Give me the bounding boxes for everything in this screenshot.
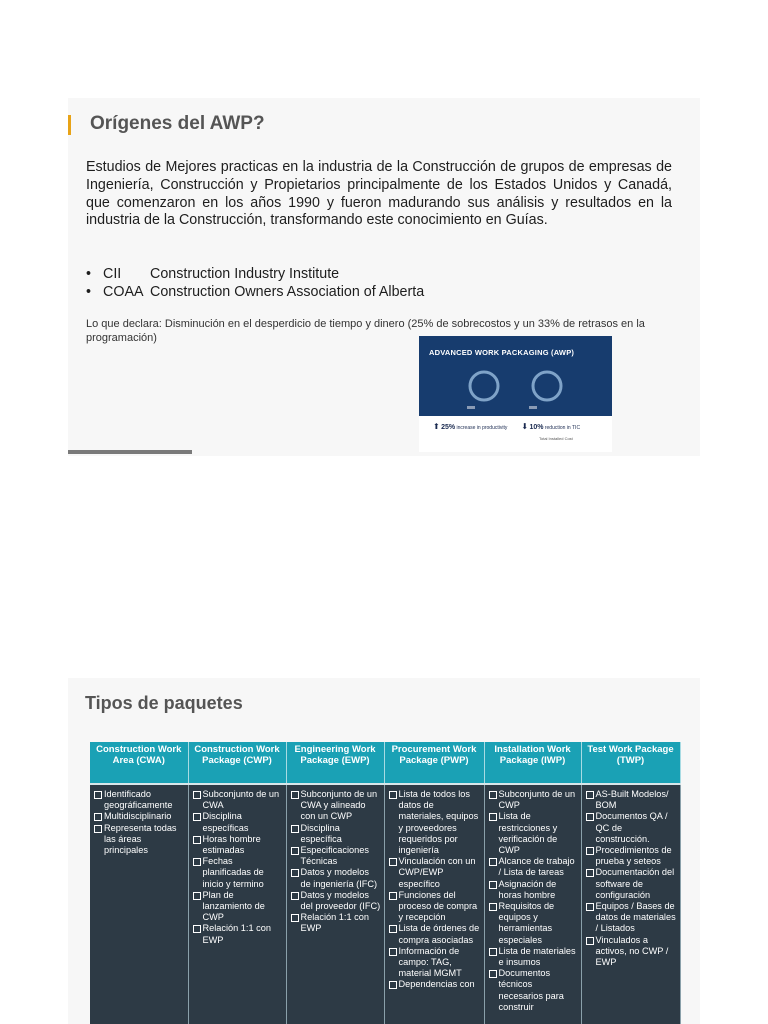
arrow-up-icon: ⬆ [433, 422, 440, 431]
checklist-item: AS-Built Modelos/ BOM [585, 789, 677, 811]
slide-title: Tipos de paquetes [85, 693, 243, 713]
column-header: Procurement Work Package (PWP) [384, 742, 484, 784]
checklist-item: Multidisciplinario [93, 811, 185, 822]
checklist-item: Horas hombre estimadas [192, 834, 283, 856]
awp-donut-graphics [419, 336, 612, 416]
checklist-item: Alcance de trabajo / Lista de tareas [488, 856, 578, 878]
checklist-item: Datos y modelos del proveedor (IFC) [290, 890, 381, 912]
checklist-item: Procedimientos de prueba y seteos [585, 845, 677, 867]
checklist-item: Documentación del software de configuración [585, 867, 677, 901]
checklist-item: Relación 1:1 con EWP [192, 923, 283, 945]
checklist-item: Documentos técnicos necesarios para construir [488, 968, 578, 1013]
organizations-list [86, 265, 424, 301]
checklist-item: Especificaciones Técnicas [290, 845, 381, 867]
checklist-item: Requisitos de equipos y herramientas especiales [488, 901, 578, 946]
item-list [93, 789, 185, 856]
checklist-item: Relación 1:1 con EWP [290, 912, 381, 934]
item-list [388, 789, 481, 991]
list-item: • COAA Construction Owners Association of Alberta [86, 284, 425, 300]
stat-productivity: ⬆ 25% increase in productivity [433, 422, 508, 431]
org-abbreviation: COAA [103, 284, 144, 300]
declaration-note: Lo que declara: Disminución en el desperdicio de tiempo y dinero (25% de sobrecostos y un 33% de retrasos en la programación) [86, 318, 645, 344]
checklist-item: Datos y modelos de ingeniería (IFC) [290, 867, 381, 889]
checklist-item: Dependencias con [388, 979, 481, 990]
arrow-down-icon: ⬇ [521, 422, 529, 431]
awp-infographic-banner [419, 336, 612, 416]
column-header: Construction Work Area (CWA) [90, 742, 188, 784]
title-accent-bar [68, 115, 71, 135]
checklist-item: Identificado geográficamente [93, 789, 185, 811]
org-name: Construction Owners Association of Alberta [150, 284, 425, 300]
legend-swatch [529, 406, 537, 409]
item-list [192, 789, 283, 946]
checklist-item: Vinculados a activos, no CWP / EWP [585, 935, 677, 969]
stat-tic: ⬇ 10% reduction in TIC [521, 422, 581, 431]
checklist-item: Lista de todos los datos de materiales, equipos y proveedores requeridos por ingeniería [388, 789, 481, 856]
item-list [290, 789, 381, 935]
legend-swatch [467, 406, 475, 409]
item-list [488, 789, 578, 1013]
column-header: Construction Work Package (CWP) [188, 742, 286, 784]
checklist-item: Información de campo: TAG, material MGMT [388, 946, 481, 980]
package-types-table [90, 742, 681, 1024]
awp-footnote: Total Installed Cost [539, 436, 573, 441]
footer-strip [68, 450, 192, 454]
checklist-item: Lista de restricciones y verificación de CWP [488, 811, 578, 856]
checklist-item: Fechas planificadas de inicio y termino [192, 856, 283, 890]
awp-heading: ADVANCED WORK PACKAGING (AWP) [429, 348, 575, 357]
checklist-item: Plan de lanzamiento de CWP [192, 890, 283, 924]
table-cell [581, 784, 680, 1024]
checklist-item: Lista de órdenes de compra asociadas [388, 923, 481, 945]
awp-infographic [419, 336, 612, 452]
checklist-item: Subconjunto de un CWA y alineado con un CWP [290, 789, 381, 823]
checklist-item: Disciplina específicas [192, 811, 283, 833]
table-header-row [90, 742, 680, 784]
checklist-item: Documentos QA / QC de construcción. [585, 811, 677, 845]
table-cell [286, 784, 384, 1024]
checklist-item: Asignación de horas hombre [488, 879, 578, 901]
donut-ring-left [470, 372, 498, 400]
intro-paragraph: Estudios de Mejores practicas en la industria de la Construcción de grupos de empresas de Ingeniería, Construcción y Propietarios principalmente de los Estados Unidos y Canadá, que comenzaron en los años 1990 y fueron madurando sus análisis y resultados en la industria de la Construcción, transformando este conocimiento en Guías. [86, 159, 672, 229]
slide-tipos-paquetes [68, 678, 700, 1024]
item-list [585, 789, 677, 968]
checklist-item: Representa todas las áreas principales [93, 823, 185, 857]
column-header: Engineering Work Package (EWP) [286, 742, 384, 784]
column-header: Installation Work Package (IWP) [484, 742, 581, 784]
slide-origenes [68, 98, 700, 456]
org-name: Construction Industry Institute [150, 266, 340, 282]
awp-stats [433, 422, 608, 431]
checklist-item: Subconjunto de un CWP [488, 789, 578, 811]
list-item: • CII Construction Industry Institute [86, 266, 340, 282]
checklist-item: Lista de materiales e insumos [488, 946, 578, 968]
org-abbreviation: CII [103, 266, 122, 282]
table-cell [90, 784, 188, 1024]
table-row [90, 784, 680, 1024]
table-cell [484, 784, 581, 1024]
table-cell [188, 784, 286, 1024]
checklist-item: Disciplina específica [290, 823, 381, 845]
donut-ring-right [533, 372, 561, 400]
checklist-item: Vinculación con un CWP/EWP específico [388, 856, 481, 890]
slide-title: Orígenes del AWP? [90, 113, 265, 134]
checklist-item: Funciones del proceso de compra y recepción [388, 890, 481, 924]
column-header: Test Work Package (TWP) [581, 742, 680, 784]
checklist-item: Subconjunto de un CWA [192, 789, 283, 811]
checklist-item: Equipos / Bases de datos de materiales / Listados [585, 901, 677, 935]
table-cell [384, 784, 484, 1024]
